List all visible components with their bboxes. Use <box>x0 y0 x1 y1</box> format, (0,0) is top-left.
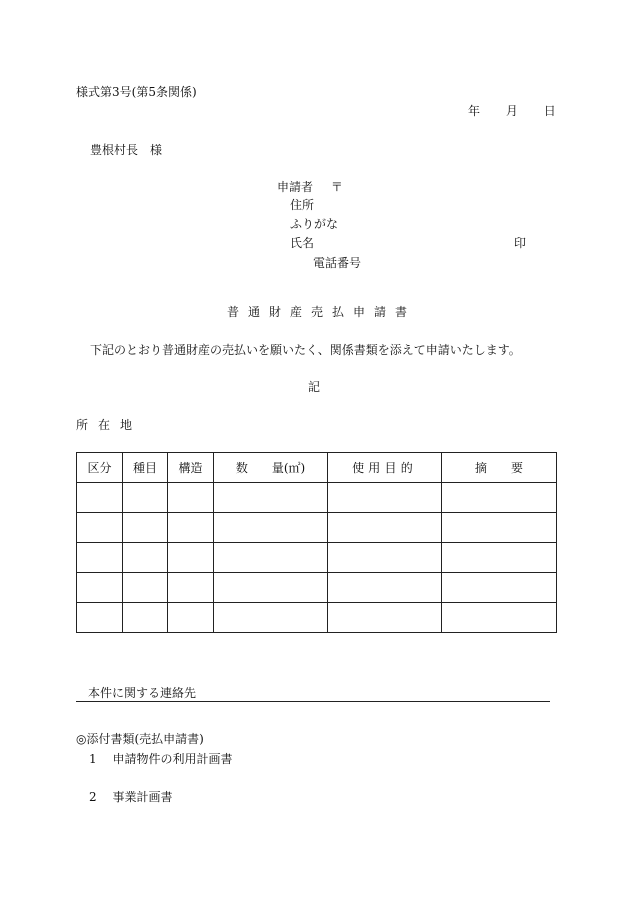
table-cell <box>328 513 442 543</box>
table-cell <box>123 513 168 543</box>
date-year-label: 年 <box>468 104 481 118</box>
table-cell <box>328 603 442 633</box>
furigana-label: ふりがな <box>290 217 339 231</box>
table-cell <box>214 483 328 513</box>
attachment-item <box>89 752 232 766</box>
name-label: 氏名 <box>290 236 315 250</box>
table-cell <box>214 573 328 603</box>
table-row <box>77 513 557 543</box>
table-cell <box>442 543 557 573</box>
ki-label: 記 <box>308 380 321 394</box>
seal-mark: 印 <box>514 236 527 250</box>
form-number: 様式第3号(第5条関係) <box>76 85 197 99</box>
location-label: 所在地 <box>76 418 143 432</box>
table-cell <box>123 543 168 573</box>
table-cell <box>77 483 123 513</box>
attachment-text: 事業計画書 <box>112 790 173 804</box>
table-cell <box>123 573 168 603</box>
table-cell <box>442 483 557 513</box>
applicant-title: 申請者 <box>277 180 314 194</box>
table-cell <box>123 483 168 513</box>
table-cell <box>77 543 123 573</box>
table-cell <box>168 513 214 543</box>
header-type: 種目 <box>123 453 168 483</box>
address-label: 住所 <box>290 198 315 212</box>
table-cell <box>328 543 442 573</box>
table-cell <box>214 543 328 573</box>
table-cell <box>442 573 557 603</box>
table-cell <box>328 483 442 513</box>
table-row <box>77 603 557 633</box>
table-row <box>77 573 557 603</box>
table-cell <box>214 603 328 633</box>
table-cell <box>168 573 214 603</box>
table-cell <box>77 603 123 633</box>
attachment-number: 2 <box>89 790 97 804</box>
table-header-row <box>77 453 557 483</box>
phone-label: 電話番号 <box>313 256 362 270</box>
table-cell <box>77 513 123 543</box>
date-day-label: 日 <box>543 104 556 118</box>
table-row <box>77 543 557 573</box>
header-purpose: 使用目的 <box>328 453 442 483</box>
table-cell <box>123 603 168 633</box>
table-cell <box>442 513 557 543</box>
header-quantity: 数 量(㎡) <box>214 453 328 483</box>
postal-mark: 〒 <box>330 180 343 194</box>
addressee: 豊根村長 様 <box>90 143 163 157</box>
header-remarks: 摘 要 <box>442 453 557 483</box>
table-cell <box>77 573 123 603</box>
date-line <box>468 104 556 118</box>
header-structure: 構造 <box>168 453 214 483</box>
table-cell <box>168 483 214 513</box>
contact-line <box>76 686 550 702</box>
header-category: 区分 <box>77 453 123 483</box>
attachment-number: 1 <box>89 752 97 766</box>
table-cell <box>328 573 442 603</box>
table-cell <box>168 543 214 573</box>
table-cell <box>168 603 214 633</box>
body-text: 下記のとおり普通財産の売払いを願いたく、関係書類を添えて申請いたします。 <box>90 343 521 357</box>
property-table <box>76 452 557 633</box>
attachment-item <box>89 790 172 804</box>
attachments-title: ◎添付書類(売払申請書) <box>76 732 204 746</box>
table-row <box>77 483 557 513</box>
table-cell <box>214 513 328 543</box>
attachment-text: 申請物件の利用計画書 <box>112 752 233 766</box>
table-cell <box>442 603 557 633</box>
applicant-label <box>277 180 343 194</box>
date-month-label: 月 <box>505 104 518 118</box>
document-title: 普通財産売払申請書 <box>227 305 417 319</box>
contact-label: 本件に関する連絡先 <box>88 686 197 700</box>
